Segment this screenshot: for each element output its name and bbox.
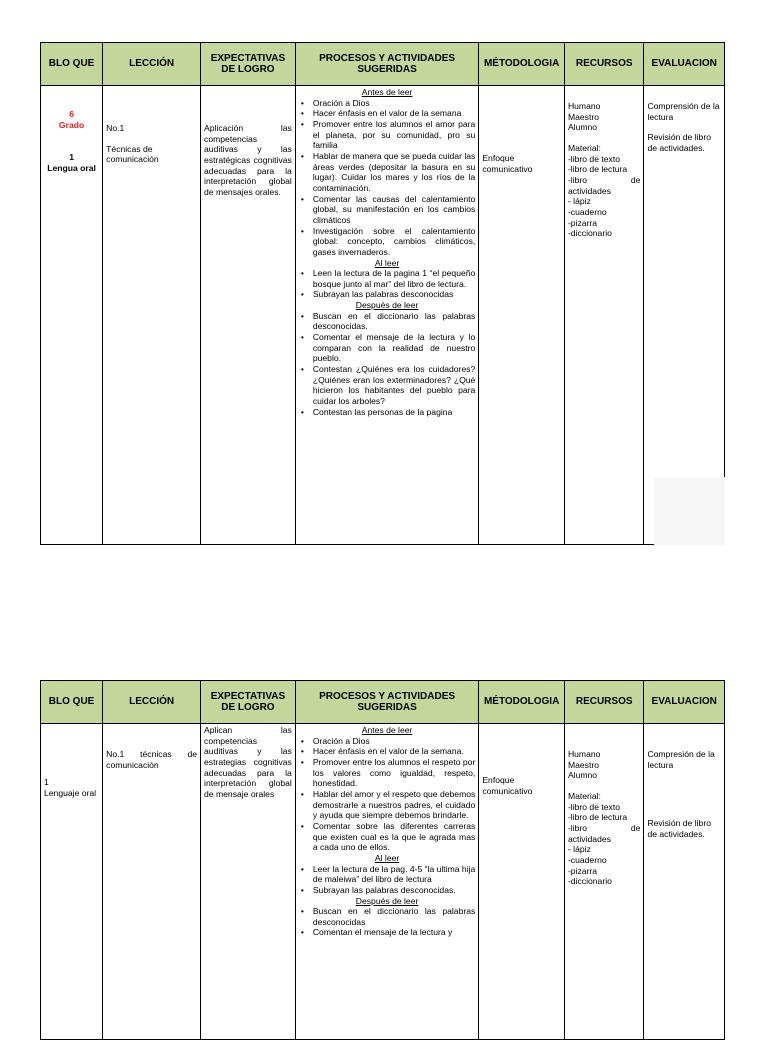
list-item: • Hablar del amor y el respeto que debemos demostrarle a nuestros padres, el cuidado y ayuda que siempre debemos brindarle. bbox=[313, 789, 475, 821]
grado-label: Grado bbox=[58, 119, 85, 130]
antes-title: Antes de leer bbox=[361, 87, 413, 97]
al-leer-title: Al leer bbox=[374, 852, 400, 863]
list-item: • Comentar sobre las diferentes carreras que existen cual es la que le agrada mas a cada uno de ellos. bbox=[313, 821, 475, 853]
despues-title: Después de leer bbox=[355, 300, 419, 311]
recursos-cell bbox=[564, 724, 644, 1040]
recurso-item: -cuaderno bbox=[567, 854, 607, 865]
content-row bbox=[41, 724, 725, 1040]
recurso-item: -libro de lectura bbox=[567, 812, 628, 823]
leccion-name: No.1 técnicas de comunicación bbox=[106, 749, 198, 770]
list-item: • Hacer énfasis en el valor de la semana. bbox=[313, 746, 475, 757]
header-procesos: PROCESOS Y ACTIVIDADES SUGERIDAS bbox=[295, 43, 478, 86]
header-leccion: LECCIÓN bbox=[103, 681, 201, 724]
recurso-item: - lápiz bbox=[567, 196, 591, 207]
list-item: • Promover entre los alumnos el respeto por los valores como igualdad, respeto, honestidad. bbox=[313, 757, 475, 789]
metodologia-text: Enfoque comunicativo bbox=[482, 775, 533, 796]
list-item: • Leer la lectura de la pag. 4-5 “la ultima hija de maleiwa” del libro de lectura bbox=[313, 864, 475, 885]
header-recursos: RECURSOS bbox=[564, 681, 644, 724]
recurso-item: -libro de texto bbox=[567, 153, 621, 164]
header-metodologia: MÉTODOLOGIA bbox=[479, 43, 565, 86]
list-item: • Investigación sobre el calentamiento global: concepto, cambios climáticos, gases invernaderos. bbox=[313, 226, 475, 258]
header-recursos: RECURSOS bbox=[564, 43, 644, 86]
leccion-number: No.1 bbox=[106, 123, 125, 133]
recurso-item: Alumno bbox=[567, 122, 598, 133]
header-row bbox=[41, 43, 725, 86]
bloque-number: 1 bbox=[44, 777, 49, 787]
antes-list bbox=[299, 98, 475, 258]
list-item: • Buscan en el diccionario las palabras desconocidas. bbox=[313, 311, 475, 332]
header-row bbox=[41, 681, 725, 724]
despues-list bbox=[299, 906, 475, 938]
leccion-cell bbox=[103, 724, 201, 1040]
list-item: • Hablar de manera que se pueda cuidar las áreas verdes (depositar la basura en su lugar). Cuidar los mares y los ríos de la contaminación. bbox=[313, 151, 475, 194]
expectativa-text: Aplican las competencias auditivas y las estrategias cognitivas adecuadas para la interpretación global de mensaje orales bbox=[204, 725, 292, 799]
bloque-name: Lengua oral bbox=[47, 162, 96, 173]
despues-list bbox=[299, 311, 475, 418]
grado-number: 6 bbox=[69, 109, 74, 119]
recurso-item: Alumno bbox=[567, 770, 598, 781]
recurso-item: Maestro bbox=[567, 111, 599, 122]
recursos-humano bbox=[568, 101, 641, 133]
despues-title: Después de leer bbox=[355, 895, 419, 906]
leccion-name: Técnicas de comunicación bbox=[106, 143, 159, 165]
header-bloque: BLO QUE bbox=[41, 43, 103, 86]
bloque-name: Lenguaje oral bbox=[44, 787, 97, 798]
list-item: • Comentar el mensaje de la lectura y lo comparan con la realidad de nuestro pueblo. bbox=[313, 332, 475, 364]
list-item: • Buscan en el diccionario las palabras desconocidas bbox=[313, 906, 475, 927]
metodologia-text: Enfoque comunicativo bbox=[482, 153, 533, 174]
list-item: • Subrayan las palabras desconocidas. bbox=[313, 885, 475, 896]
header-bloque: BLO QUE bbox=[41, 681, 103, 724]
antes-title: Antes de leer bbox=[361, 725, 413, 735]
al-leer-title: Al leer bbox=[374, 257, 400, 268]
list-item: • Contestan ¿Quiénes era los cuidadores? ¿Quiénes eran los exterminadores? ¿Qué hicieron los habitantes del pueblo para cuidar los arboles? bbox=[313, 364, 475, 407]
recurso-item: Material: bbox=[567, 790, 601, 801]
list-item: • Comentan el mensaje de la lectura y bbox=[313, 927, 475, 938]
recurso-item: -libro de texto bbox=[567, 801, 621, 812]
antes-list bbox=[299, 736, 475, 853]
header-evaluacion: EVALUACION bbox=[644, 681, 725, 724]
recursos-cell bbox=[564, 86, 644, 545]
evaluacion-cell bbox=[644, 86, 725, 545]
metodologia-cell bbox=[479, 724, 565, 1040]
procesos-cell bbox=[295, 724, 478, 1040]
header-metodologia: MÉTODOLOGIA bbox=[479, 681, 565, 724]
list-item: • Comentar las causas del calentamiento global, su manifestación en los cambios climáticos bbox=[313, 194, 475, 226]
evaluacion-item: Revisión de libro de actividades. bbox=[647, 818, 711, 839]
recurso-item: Humano bbox=[567, 749, 601, 759]
list-item: • Oración a Dios bbox=[313, 98, 475, 109]
recurso-item: Humano bbox=[567, 101, 601, 111]
lesson-plan-table-1 bbox=[40, 42, 725, 545]
lesson-plan-table-2 bbox=[40, 680, 725, 1040]
al-leer-list bbox=[299, 864, 475, 896]
bloque-cell bbox=[41, 86, 103, 545]
evaluacion-item: Revisión de libro de actividades. bbox=[647, 132, 711, 153]
list-item: • Contestan las personas de la pagina bbox=[313, 407, 475, 418]
expectativas-cell bbox=[201, 724, 296, 1040]
list-item: • Oración a Dios bbox=[313, 736, 475, 747]
header-evaluacion: EVALUACION bbox=[644, 43, 725, 86]
recurso-item: Material: bbox=[567, 142, 601, 153]
evaluacion-item: Comprensión de la lectura bbox=[647, 101, 720, 122]
header-leccion: LECCIÓN bbox=[103, 43, 201, 86]
recurso-item: - lápiz bbox=[567, 844, 591, 855]
recurso-item: -libro de lectura bbox=[567, 164, 628, 175]
header-expectativas: EXPECTATIVAS DE LOGRO bbox=[201, 681, 296, 724]
list-item: • Hacer énfasis en el valor de la semana bbox=[313, 108, 475, 119]
bloque-number: 1 bbox=[69, 152, 74, 163]
header-expectativas: EXPECTATIVAS DE LOGRO bbox=[201, 43, 296, 86]
header-procesos: PROCESOS Y ACTIVIDADES SUGERIDAS bbox=[295, 681, 478, 724]
scan-artifact bbox=[654, 477, 725, 545]
bloque-cell bbox=[41, 724, 103, 1040]
recursos-material bbox=[568, 791, 641, 887]
list-item: • Subrayan las palabras desconocidas bbox=[313, 289, 475, 300]
recurso-item: -pizarra bbox=[567, 865, 598, 876]
content-row bbox=[41, 86, 725, 545]
list-item: • Leen la lectura de la pagina 1 “el pequeño bosque junto al mar” del libro de lectura. bbox=[313, 268, 475, 289]
evaluacion-item: Compresión de la lectura bbox=[647, 749, 715, 770]
recursos-material bbox=[568, 143, 641, 239]
list-item: • Promover entre los alumnos el amor para el planeta, por su comunidad, pro su familia bbox=[313, 119, 475, 151]
recurso-item: -pizarra bbox=[567, 217, 598, 228]
recursos-humano bbox=[568, 749, 641, 781]
evaluacion-cell bbox=[644, 724, 725, 1040]
leccion-cell bbox=[103, 86, 201, 545]
recurso-item: Maestro bbox=[567, 759, 599, 770]
metodologia-cell bbox=[479, 86, 565, 545]
procesos-cell bbox=[295, 86, 478, 545]
recurso-item: -diccionario bbox=[567, 876, 612, 887]
recurso-item: -cuaderno bbox=[567, 206, 607, 217]
expectativa-text: Aplicación las competencias auditivas y las estratégicas cognitivas adecuadas para la interpretación global de mensajes orales. bbox=[204, 123, 292, 197]
expectativas-cell bbox=[201, 86, 296, 545]
al-leer-list bbox=[299, 268, 475, 300]
recurso-item: -diccionario bbox=[567, 228, 612, 239]
recurso-item: -libro de actividades bbox=[567, 174, 641, 196]
recurso-item: -libro de actividades bbox=[567, 822, 641, 844]
